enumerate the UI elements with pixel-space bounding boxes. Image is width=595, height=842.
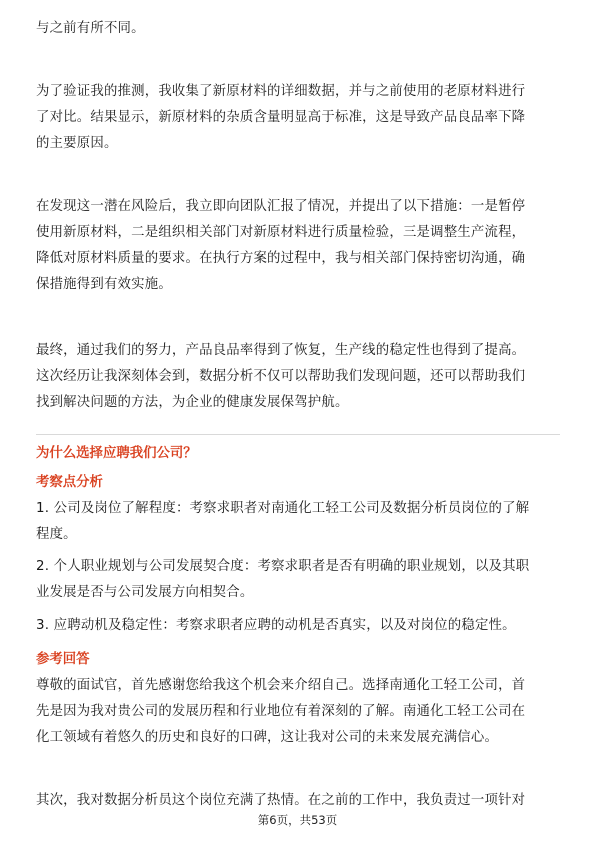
text-line: 了对比。结果显示，新原材料的杂质含量明显高于标准，这是导致产品良品率下降 [36, 110, 526, 125]
text-line: 为了验证我的推测，我收集了新原材料的详细数据，并与之前使用的老原材料进行 [36, 84, 526, 99]
paragraph-result [36, 338, 560, 416]
text-line: 的主要原因。 [36, 136, 118, 151]
text-line: 程度。 [36, 527, 77, 542]
text-line: 业发展是否与公司发展方向相契合。 [36, 585, 254, 600]
section-divider [36, 434, 560, 435]
text-line: 使用新原材料，二是组织相关部门对新原材料进行质量检验，三是调整生产流程， [36, 225, 526, 240]
analysis-item-3 [36, 613, 560, 639]
text-line: 最终，通过我们的努力，产品良品率得到了恢复，生产线的稳定性也得到了提高。 [36, 343, 526, 358]
text-line: 2. 个人职业规划与公司发展契合度：考察求职者是否有明确的职业规划，以及其职 [36, 559, 530, 574]
text-line: 3. 应聘动机及稳定性：考察求职者应聘的动机是否真实，以及对岗位的稳定性。 [36, 618, 516, 633]
text-line: 先是因为我对贵公司的发展历程和行业地位有着深刻的了解。南通化工轻工公司在 [36, 704, 526, 719]
paragraph-verify [36, 79, 560, 157]
paragraph-action [36, 194, 560, 298]
analysis-heading: 考察点分析 [36, 475, 103, 490]
text-line: 其次，我对数据分析员这个岗位充满了热情。在之前的工作中，我负责过一项针对 [36, 793, 526, 808]
question-title: 为什么选择应聘我们公司？ [36, 446, 197, 461]
answer-heading: 参考回答 [36, 652, 90, 667]
text-line: 尊敬的面试官，首先感谢您给我这个机会来介绍自己。选择南通化工轻工公司，首 [36, 678, 526, 693]
text-line: 降低对原材料质量的要求。在执行方案的过程中，我与相关部门保持密切沟通，确 [36, 251, 526, 266]
text-line: 保措施得到有效实施。 [36, 277, 172, 292]
analysis-item-1 [36, 496, 560, 548]
text-line: 与之前有所不同。 [36, 21, 145, 36]
text-line: 这次经历让我深刻体会到，数据分析不仅可以帮助我们发现问题，还可以帮助我们 [36, 369, 526, 384]
paragraph-answer-1 [36, 673, 560, 751]
paragraph-intro-tail [36, 16, 560, 42]
page-number: 第6页，共53页 [257, 813, 338, 827]
text-line: 找到解决问题的方法，为企业的健康发展保驾护航。 [36, 395, 349, 410]
paragraph-answer-2 [36, 788, 560, 814]
text-line: 1. 公司及岗位了解程度：考察求职者对南通化工轻工公司及数据分析员岗位的了解 [36, 501, 530, 516]
analysis-item-2 [36, 554, 560, 606]
text-line: 化工领域有着悠久的历史和良好的口碑，这让我对公司的未来发展充满信心。 [36, 730, 499, 745]
text-line: 在发现这一潜在风险后，我立即向团队汇报了情况，并提出了以下措施：一是暂停 [36, 199, 526, 214]
